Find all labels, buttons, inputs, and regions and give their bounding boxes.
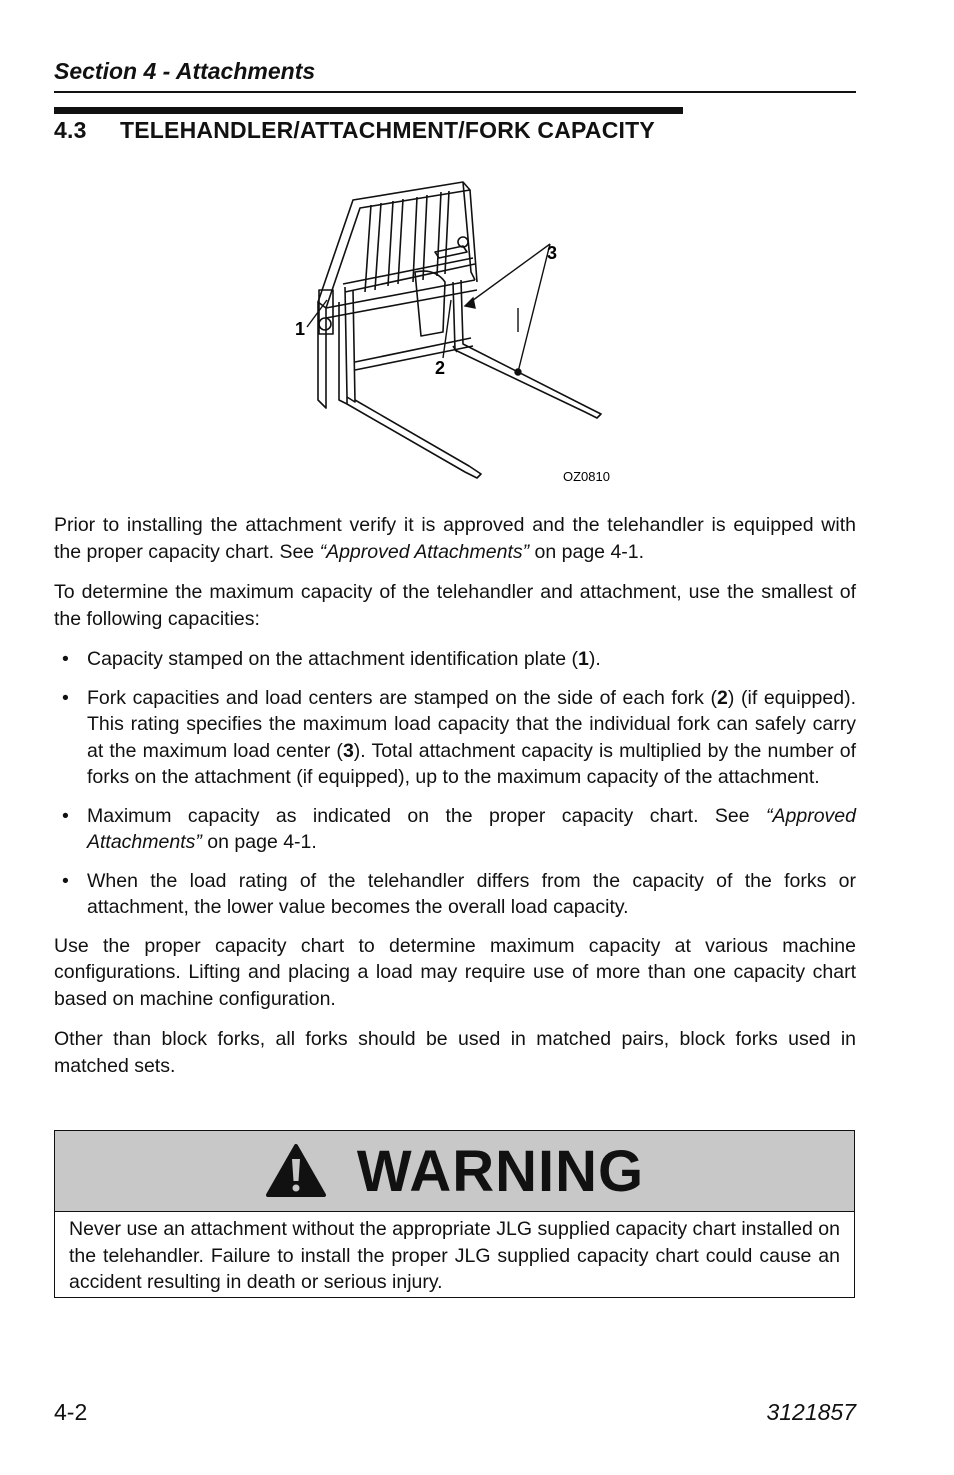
- callout-2: 2: [435, 358, 446, 378]
- b2-text: Fork capacities and load centers are stamped on the side of each fork (: [87, 686, 718, 709]
- document-number: 3121857: [766, 1399, 856, 1425]
- fork-attachment-figure: [285, 172, 630, 492]
- warning-header: [55, 1131, 854, 1212]
- approved-attachments-reference: “Approved Attachments”: [319, 540, 530, 563]
- b1-text: Capacity stamped on the attachment identification plate (: [87, 648, 579, 670]
- paragraph-determine: To determine the maximum capacity of the telehandler and attachment, use the smallest of the following capacities:: [54, 581, 856, 630]
- capacity-list: [54, 646, 856, 921]
- b2-tail: ). Total attachment capacity is multiplied by the number of forks on the attachment (if equipped), up to the maximum capacity of the attachment.: [87, 739, 856, 788]
- list-item: [54, 868, 856, 921]
- paragraph-capacity-chart: Use the proper capacity chart to determine maximum capacity at various machine configurations. Lifting and placing a load may require use of more than one capacity chart based on machine configuration.: [54, 934, 856, 1010]
- b3-tail: on page 4-1.: [201, 831, 317, 853]
- title-rule: [54, 107, 683, 114]
- section-title: [54, 117, 856, 144]
- section-title-text: TELEHANDLER/ATTACHMENT/FORK CAPACITY: [120, 117, 655, 143]
- b2-callout-ref-3: 3: [342, 739, 354, 762]
- list-item: [54, 646, 856, 673]
- section-number: 4.3: [54, 117, 87, 143]
- list-item: [54, 803, 856, 856]
- warning-title: WARNING: [356, 1138, 645, 1204]
- warning-box: [54, 1130, 855, 1298]
- b1-callout-ref: 1: [578, 648, 589, 670]
- approved-attachments-reference-2: “Approved Attachments”: [87, 804, 856, 853]
- b1-tail: ).: [588, 648, 601, 670]
- callout-1: 1: [295, 319, 306, 339]
- warning-triangle-icon: [265, 1143, 327, 1199]
- bullet-icon: •: [62, 686, 69, 709]
- callout-3: 3: [547, 243, 558, 263]
- paragraph-matched-pairs: Other than block forks, all forks should be used in matched pairs, block forks used in matched sets.: [54, 1028, 856, 1077]
- paragraph-approved: [54, 512, 856, 565]
- bullet-icon: •: [62, 648, 69, 670]
- body-text: [54, 512, 856, 1093]
- p1-tail: on page 4-1.: [529, 540, 645, 563]
- warning-text: Never use an attachment without the appropriate JLG supplied capacity chart installed on the telehandler. Failure to install the proper JLG supplied capacity chart could cause an accident resulting in death or serious injury.: [69, 1218, 840, 1293]
- b2-text-mid: ) (if equipped). This rating specifies the maximum load capacity that the individual fork can safely carry at the maximum load center (: [87, 686, 856, 762]
- b3-text: Maximum capacity as indicated on the proper capacity chart. See: [87, 804, 767, 827]
- list-item: [54, 685, 856, 791]
- figure-code: OZ0810: [563, 469, 610, 484]
- fork-attachment-illustration: [285, 172, 630, 492]
- b2-callout-ref-2: 2: [717, 686, 728, 709]
- bullet-icon: •: [62, 869, 69, 892]
- page-number: 4-2: [54, 1399, 88, 1425]
- bullet-icon: •: [62, 804, 69, 827]
- p1-text: Prior to installing the attachment verify it is approved and the telehandler is equipped with the proper capacity chart. See: [54, 514, 856, 563]
- b4-text: When the load rating of the telehandler differs from the capacity of the forks or attachment, the lower value becomes the overall load capacity.: [87, 869, 856, 918]
- section-header: Section 4 - Attachments: [54, 58, 856, 93]
